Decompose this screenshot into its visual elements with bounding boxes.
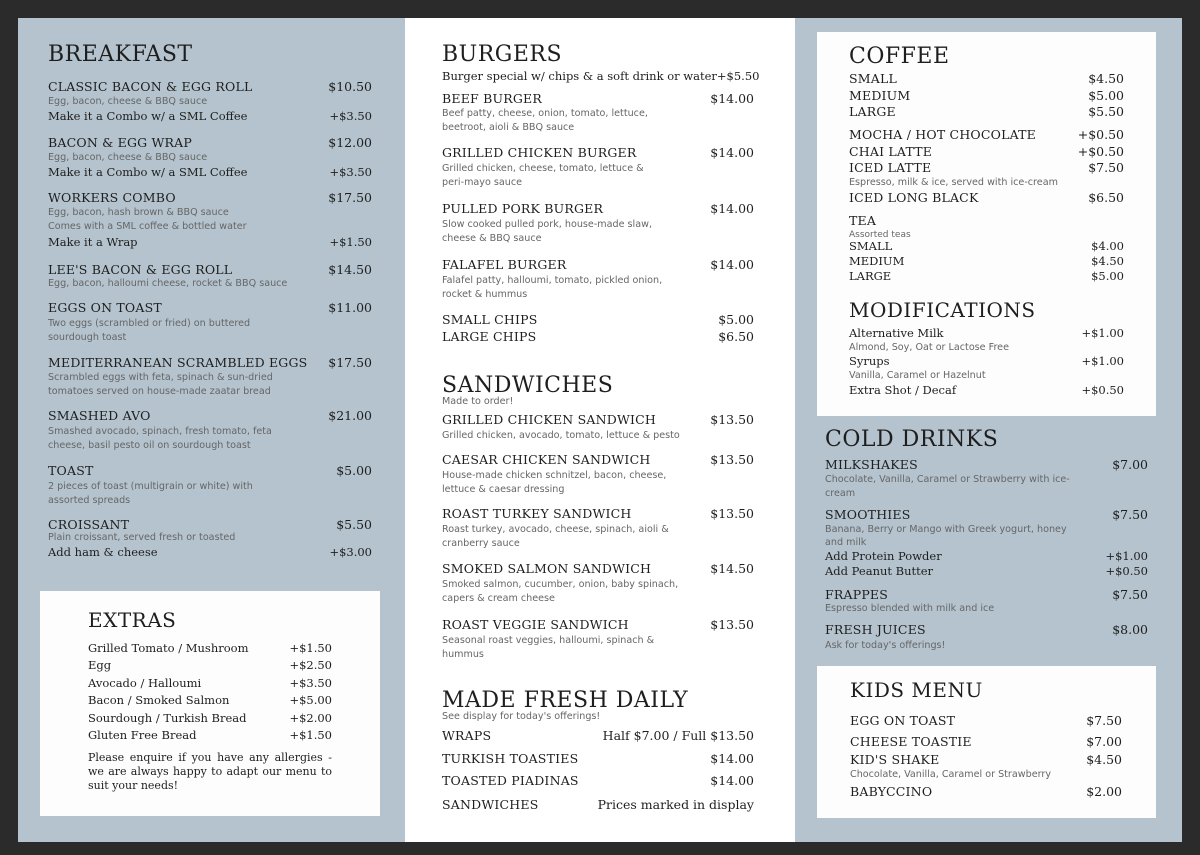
smoothie-addon bbox=[825, 549, 1148, 563]
fresh-item bbox=[442, 797, 754, 812]
extras-item-name: Grilled Tomato / Mushroom bbox=[88, 641, 249, 655]
item-price: $14.50 bbox=[328, 262, 372, 277]
extra-price: +$3.50 bbox=[329, 165, 372, 179]
item-price: Prices marked in display bbox=[597, 797, 754, 812]
menu-item bbox=[442, 91, 754, 106]
menu-item bbox=[442, 506, 754, 521]
fresh-subtitle: See display for today's offerings! bbox=[442, 711, 601, 722]
cold-drinks-title: COLD DRINKS bbox=[825, 427, 999, 452]
item-name: ROAST TURKEY SANDWICH bbox=[442, 506, 632, 521]
item-description: Slow cooked pulled pork, house-made slaw, bbox=[442, 219, 652, 230]
item-name: BABYCCINO bbox=[850, 784, 933, 799]
item-price: $14.50 bbox=[710, 561, 754, 576]
item-description: peri-mayo sauce bbox=[442, 177, 523, 188]
item-name: LARGE bbox=[849, 104, 896, 119]
item-name: SMOKED SALMON SANDWICH bbox=[442, 561, 652, 576]
item-description: Vanilla, Caramel or Hazelnut bbox=[849, 370, 986, 381]
item-name: MILKSHAKES bbox=[825, 457, 918, 472]
addon-price: +$0.50 bbox=[1105, 564, 1148, 578]
item-price: $10.50 bbox=[328, 79, 372, 94]
addon-price: +$1.00 bbox=[1105, 549, 1148, 563]
item-name: FALAFEL BURGER bbox=[442, 257, 567, 272]
kids-item bbox=[850, 734, 1122, 749]
item-price: +$1.00 bbox=[1081, 326, 1124, 340]
sandwiches-title: SANDWICHES bbox=[442, 373, 614, 398]
extras-item-price: +$5.00 bbox=[289, 693, 332, 707]
coffee-other bbox=[849, 127, 1124, 142]
kids-item bbox=[850, 713, 1122, 728]
kids-item bbox=[850, 752, 1122, 767]
menu-item bbox=[48, 300, 372, 315]
item-name: SMALL CHIPS bbox=[442, 312, 538, 327]
item-price: $17.50 bbox=[328, 190, 372, 205]
item-description: House-made chicken schnitzel, bacon, cheese, bbox=[442, 470, 667, 481]
item-description: Plain croissant, served fresh or toasted bbox=[48, 532, 236, 543]
menu-item bbox=[48, 135, 372, 150]
coffee-other bbox=[849, 160, 1124, 175]
modification-item bbox=[849, 326, 1124, 340]
item-name: CLASSIC BACON & EGG ROLL bbox=[48, 79, 253, 94]
tea-label: TEA bbox=[849, 213, 877, 228]
item-price: $6.50 bbox=[1088, 190, 1124, 205]
item-price: $13.50 bbox=[710, 617, 754, 632]
item-description: cheese, basil pesto oil on sourdough toast bbox=[48, 440, 251, 451]
item-name: GRILLED CHICKEN SANDWICH bbox=[442, 412, 656, 427]
item-name: SMALL bbox=[849, 239, 893, 253]
iced-latte-description: Espresso, milk & ice, served with ice-cream bbox=[849, 177, 1058, 188]
extra-name: Make it a Combo w/ a SML Coffee bbox=[48, 165, 248, 179]
item-price: $7.50 bbox=[1112, 587, 1148, 602]
kids-box bbox=[817, 666, 1156, 818]
item-name: FRAPPES bbox=[825, 587, 889, 602]
item-price: $8.00 bbox=[1112, 622, 1148, 637]
menu-item bbox=[48, 517, 372, 532]
item-description: Grilled chicken, avocado, tomato, lettuce & pesto bbox=[442, 430, 680, 441]
item-price: +$0.50 bbox=[1077, 144, 1124, 159]
extras-item bbox=[88, 658, 332, 672]
item-name: CHEESE TOASTIE bbox=[850, 734, 972, 749]
item-name: BEEF BURGER bbox=[442, 91, 542, 106]
item-price: $5.00 bbox=[1091, 269, 1124, 283]
item-name: LEE'S BACON & EGG ROLL bbox=[48, 262, 233, 277]
item-name: SANDWICHES bbox=[442, 797, 539, 812]
coffee-size bbox=[849, 104, 1124, 119]
item-description: Scrambled eggs with feta, spinach & sun-dried bbox=[48, 372, 273, 383]
menu-item bbox=[442, 257, 754, 272]
item-name: MEDITERRANEAN SCRAMBLED EGGS bbox=[48, 355, 308, 370]
item-description: Egg, bacon, cheese & BBQ sauce bbox=[48, 152, 208, 163]
coffee-box bbox=[817, 32, 1156, 416]
item-price: $7.50 bbox=[1086, 713, 1122, 728]
item-name: LARGE bbox=[849, 269, 892, 283]
item-name: MEDIUM bbox=[849, 254, 905, 268]
extras-item bbox=[88, 676, 332, 690]
item-description: sourdough toast bbox=[48, 332, 127, 343]
item-price: $14.00 bbox=[710, 145, 754, 160]
item-name: LARGE CHIPS bbox=[442, 329, 537, 344]
menu-item bbox=[48, 463, 372, 478]
extras-item-name: Gluten Free Bread bbox=[88, 728, 197, 742]
item-price: $4.50 bbox=[1091, 254, 1124, 268]
item-description: Ask for today's offerings! bbox=[825, 640, 946, 651]
item-price: $7.00 bbox=[1112, 457, 1148, 472]
breakfast-title: BREAKFAST bbox=[48, 42, 193, 67]
coffee-other bbox=[849, 144, 1124, 159]
item-price: Half $7.00 / Full $13.50 bbox=[602, 728, 754, 743]
item-name: MOCHA / HOT CHOCOLATE bbox=[849, 127, 1036, 142]
item-name: Extra Shot / Decaf bbox=[849, 383, 957, 397]
item-price: $7.50 bbox=[1112, 507, 1148, 522]
item-name: ICED LONG BLACK bbox=[849, 190, 979, 205]
item-description: capers & cream cheese bbox=[442, 593, 555, 604]
item-name: CHAI LATTE bbox=[849, 144, 933, 159]
fresh-item bbox=[442, 773, 754, 788]
extra-price: +$1.50 bbox=[329, 235, 372, 249]
extras-item-price: +$1.50 bbox=[289, 728, 332, 742]
extra-price: +$3.50 bbox=[329, 109, 372, 123]
addon-name: Add Protein Powder bbox=[825, 549, 942, 563]
item-price: +$0.50 bbox=[1081, 383, 1124, 397]
item-description: Seasonal roast veggies, halloumi, spinach & bbox=[442, 635, 655, 646]
item-extra bbox=[48, 109, 372, 123]
item-price: $12.00 bbox=[328, 135, 372, 150]
item-description: Chocolate, Vanilla, Caramel or Strawberry with ice- bbox=[825, 474, 1070, 485]
item-price: $14.00 bbox=[710, 773, 754, 788]
burgers-title: BURGERS bbox=[442, 42, 563, 67]
item-description: Egg, bacon, cheese & BBQ sauce bbox=[48, 96, 208, 107]
item-price: +$0.50 bbox=[1077, 127, 1124, 142]
extras-item-price: +$2.00 bbox=[289, 711, 332, 725]
item-description: lettuce & caesar dressing bbox=[442, 484, 565, 495]
item-name: TOAST bbox=[48, 463, 94, 478]
menu-item bbox=[825, 622, 1148, 637]
item-price: $17.50 bbox=[328, 355, 372, 370]
item-name: TOASTED PIADINAS bbox=[442, 773, 579, 788]
tea-size bbox=[849, 254, 1124, 268]
item-price: $13.50 bbox=[710, 506, 754, 521]
item-price: $14.00 bbox=[710, 257, 754, 272]
item-price: $14.00 bbox=[710, 751, 754, 766]
extras-item bbox=[88, 728, 332, 742]
chips-item bbox=[442, 312, 754, 327]
menu-item bbox=[48, 355, 372, 370]
item-description: assorted spreads bbox=[48, 495, 131, 506]
smoothie-addon bbox=[825, 564, 1148, 578]
item-price: +$1.00 bbox=[1081, 354, 1124, 368]
item-price: $5.50 bbox=[336, 517, 372, 532]
item-name: BACON & EGG WRAP bbox=[48, 135, 193, 150]
menu-item bbox=[48, 79, 372, 94]
item-description: Smashed avocado, spinach, fresh tomato, feta bbox=[48, 426, 272, 437]
item-name: PULLED PORK BURGER bbox=[442, 201, 604, 216]
item-price: $14.00 bbox=[710, 201, 754, 216]
item-name: SMALL bbox=[849, 71, 897, 86]
addon-name: Add Peanut Butter bbox=[825, 564, 934, 578]
item-name: KID'S SHAKE bbox=[850, 752, 940, 767]
item-price: $11.00 bbox=[328, 300, 372, 315]
item-description: Egg, bacon, halloumi cheese, rocket & BBQ sauce bbox=[48, 278, 288, 289]
item-description: Roast turkey, avocado, cheese, spinach, aioli & bbox=[442, 524, 669, 535]
menu-item bbox=[442, 452, 754, 467]
allergy-note: Please enquire if you have any allergies - we are always happy to adapt our menu to suit your needs! bbox=[88, 751, 332, 792]
tea-description: Assorted teas bbox=[849, 230, 911, 240]
chips-item bbox=[442, 329, 754, 344]
extra-name: Add ham & cheese bbox=[48, 545, 158, 559]
fresh-title: MADE FRESH DAILY bbox=[442, 688, 689, 713]
item-description: hummus bbox=[442, 649, 484, 660]
fresh-item bbox=[442, 728, 754, 743]
item-price: $4.50 bbox=[1088, 71, 1124, 86]
coffee-size bbox=[849, 71, 1124, 86]
item-price: $2.00 bbox=[1086, 784, 1122, 799]
item-name: CROISSANT bbox=[48, 517, 130, 532]
item-price: $21.00 bbox=[328, 408, 372, 423]
tea-size bbox=[849, 269, 1124, 283]
item-extra bbox=[48, 165, 372, 179]
extra-name: Make it a Wrap bbox=[48, 235, 138, 249]
item-description: cheese & BBQ sauce bbox=[442, 233, 542, 244]
extras-title: EXTRAS bbox=[88, 608, 177, 632]
item-description: Grilled chicken, cheese, tomato, lettuce & bbox=[442, 163, 644, 174]
item-description: 2 pieces of toast (multigrain or white) with bbox=[48, 481, 253, 492]
menu-item bbox=[442, 561, 754, 576]
menu-item bbox=[825, 587, 1148, 602]
extras-item-name: Avocado / Halloumi bbox=[88, 676, 202, 690]
item-name: Alternative Milk bbox=[849, 326, 944, 340]
extras-item bbox=[88, 693, 332, 707]
item-price: $14.00 bbox=[710, 91, 754, 106]
kids-item bbox=[850, 784, 1122, 799]
item-description: Falafel patty, halloumi, tomato, pickled onion, bbox=[442, 275, 663, 286]
modifications-title: MODIFICATIONS bbox=[849, 298, 1036, 322]
item-name: GRILLED CHICKEN BURGER bbox=[442, 145, 637, 160]
menu-item bbox=[442, 145, 754, 160]
item-name: MEDIUM bbox=[849, 88, 911, 103]
item-price: $5.00 bbox=[718, 312, 754, 327]
special-name: Burger special w/ chips & a soft drink or water bbox=[442, 69, 717, 83]
item-name: ICED LATTE bbox=[849, 160, 932, 175]
coffee-size bbox=[849, 88, 1124, 103]
kids-title: KIDS MENU bbox=[850, 678, 983, 702]
extras-item-price: +$1.50 bbox=[289, 641, 332, 655]
sandwiches-subtitle: Made to order! bbox=[442, 396, 514, 407]
item-price: $13.50 bbox=[710, 452, 754, 467]
item-extra bbox=[48, 235, 372, 249]
special-price: +$5.50 bbox=[716, 69, 760, 83]
item-description: cranberry sauce bbox=[442, 538, 520, 549]
item-name: FRESH JUICES bbox=[825, 622, 926, 637]
item-name: SMASHED AVO bbox=[48, 408, 151, 423]
item-name: EGG ON TOAST bbox=[850, 713, 956, 728]
menu-item bbox=[48, 408, 372, 423]
item-price: $5.50 bbox=[1088, 104, 1124, 119]
menu-item bbox=[442, 201, 754, 216]
item-description: Banana, Berry or Mango with Greek yogurt, honey bbox=[825, 524, 1067, 535]
tea-size bbox=[849, 239, 1124, 253]
item-name: WRAPS bbox=[442, 728, 492, 743]
menu-item bbox=[442, 617, 754, 632]
item-extra bbox=[48, 545, 372, 559]
item-price: $13.50 bbox=[710, 412, 754, 427]
extras-item-name: Sourdough / Turkish Bread bbox=[88, 711, 247, 725]
menu-item bbox=[825, 457, 1148, 472]
menu-page bbox=[18, 18, 1182, 842]
menu-item bbox=[825, 507, 1148, 522]
item-description: rocket & hummus bbox=[442, 289, 528, 300]
item-description: and milk bbox=[825, 537, 867, 548]
item-description: Comes with a SML coffee & bottled water bbox=[48, 221, 247, 232]
coffee-other bbox=[849, 190, 1124, 205]
burger-special bbox=[442, 69, 760, 83]
item-price: $7.00 bbox=[1086, 734, 1122, 749]
item-price: $5.00 bbox=[336, 463, 372, 478]
item-price: $6.50 bbox=[718, 329, 754, 344]
extras-item-name: Bacon / Smoked Salmon bbox=[88, 693, 230, 707]
item-description: Two eggs (scrambled or fried) on buttered bbox=[48, 318, 251, 329]
item-name: WORKERS COMBO bbox=[48, 190, 176, 205]
item-description: Beef patty, cheese, onion, tomato, lettuce, bbox=[442, 108, 648, 119]
extras-box bbox=[40, 591, 380, 816]
item-name: Syrups bbox=[849, 354, 890, 368]
item-price: $7.50 bbox=[1088, 160, 1124, 175]
item-price: $4.50 bbox=[1086, 752, 1122, 767]
item-description: Chocolate, Vanilla, Caramel or Strawberry bbox=[850, 769, 1051, 780]
item-description: beetroot, aioli & BBQ sauce bbox=[442, 122, 575, 133]
item-name: SMOOTHIES bbox=[825, 507, 911, 522]
item-price: $4.00 bbox=[1091, 239, 1124, 253]
item-name: TURKISH TOASTIES bbox=[442, 751, 579, 766]
item-description: tomatoes served on house-made zaatar bread bbox=[48, 386, 271, 397]
item-description: Smoked salmon, cucumber, onion, baby spinach, bbox=[442, 579, 679, 590]
fresh-item bbox=[442, 751, 754, 766]
extras-item-name: Egg bbox=[88, 658, 112, 672]
extra-name: Make it a Combo w/ a SML Coffee bbox=[48, 109, 248, 123]
modification-item bbox=[849, 354, 1124, 368]
modification-item bbox=[849, 383, 1124, 397]
item-description: cream bbox=[825, 488, 856, 499]
extras-item bbox=[88, 641, 332, 655]
extras-item-price: +$3.50 bbox=[289, 676, 332, 690]
extra-price: +$3.00 bbox=[329, 545, 372, 559]
item-name: ROAST VEGGIE SANDWICH bbox=[442, 617, 629, 632]
item-description: Espresso blended with milk and ice bbox=[825, 603, 995, 614]
item-description: Egg, bacon, hash brown & BBQ sauce bbox=[48, 207, 229, 218]
menu-item bbox=[48, 262, 372, 277]
item-description: Almond, Soy, Oat or Lactose Free bbox=[849, 342, 1009, 353]
menu-item bbox=[442, 412, 754, 427]
item-name: CAESAR CHICKEN SANDWICH bbox=[442, 452, 651, 467]
coffee-title: COFFEE bbox=[849, 44, 950, 69]
item-name: EGGS ON TOAST bbox=[48, 300, 162, 315]
extras-item-price: +$2.50 bbox=[289, 658, 332, 672]
extras-item bbox=[88, 711, 332, 725]
menu-item bbox=[48, 190, 372, 205]
item-price: $5.00 bbox=[1088, 88, 1124, 103]
